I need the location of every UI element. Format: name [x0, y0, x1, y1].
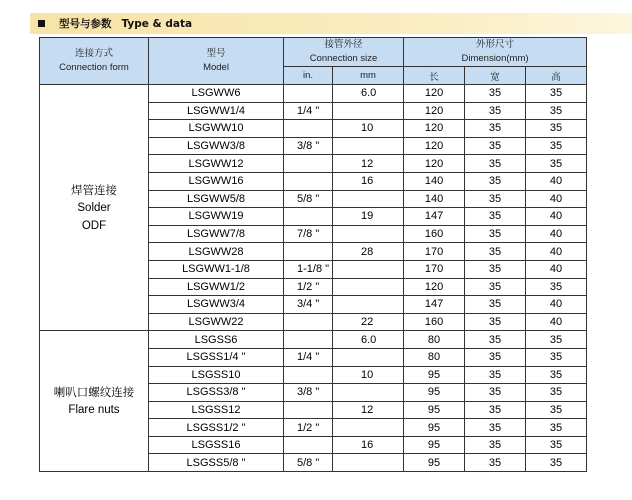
width-cell: 35 [465, 120, 526, 138]
length-cell: 95 [404, 419, 465, 437]
height-cell: 40 [526, 208, 587, 226]
size-in-cell [284, 155, 333, 173]
height-cell: 35 [526, 348, 587, 366]
width-cell: 35 [465, 278, 526, 296]
height-cell: 35 [526, 331, 587, 349]
width-cell: 35 [465, 454, 526, 472]
connection-form-cell: 焊管连接 Solder ODF [40, 85, 149, 331]
height-cell: 40 [526, 172, 587, 190]
model-cell: LSGWW28 [149, 243, 284, 261]
model-cell: LSGWW3/8 [149, 137, 284, 155]
size-in-cell [284, 120, 333, 138]
length-cell: 147 [404, 296, 465, 314]
length-cell: 120 [404, 137, 465, 155]
length-cell: 120 [404, 278, 465, 296]
size-mm-cell: 28 [333, 243, 404, 261]
size-mm-cell: 10 [333, 120, 404, 138]
width-cell: 35 [465, 137, 526, 155]
model-cell: LSGWW12 [149, 155, 284, 173]
height-cell: 40 [526, 296, 587, 314]
length-cell: 95 [404, 454, 465, 472]
length-cell: 160 [404, 225, 465, 243]
banner-title-en: Type & data [121, 17, 193, 30]
size-in-cell [284, 313, 333, 331]
size-mm-cell [333, 454, 404, 472]
length-cell: 95 [404, 384, 465, 402]
size-mm-cell: 16 [333, 436, 404, 454]
section-banner [30, 13, 632, 34]
width-cell: 35 [465, 296, 526, 314]
size-mm-cell [333, 137, 404, 155]
model-cell: LSGWW19 [149, 208, 284, 226]
size-in-cell [284, 85, 333, 103]
header-dimension: 外形尺寸 Dimension(mm) [404, 38, 587, 67]
size-mm-cell [333, 419, 404, 437]
width-cell: 35 [465, 155, 526, 173]
model-cell: LSGWW7/8 [149, 225, 284, 243]
size-in-cell [284, 401, 333, 419]
height-cell: 35 [526, 436, 587, 454]
width-cell: 35 [465, 102, 526, 120]
size-mm-cell [333, 384, 404, 402]
model-cell: LSGSS12 [149, 401, 284, 419]
size-mm-cell [333, 296, 404, 314]
size-in-cell [284, 208, 333, 226]
size-in-cell: 3/8 " [284, 384, 333, 402]
model-cell: LSGSS10 [149, 366, 284, 384]
size-in-cell: 3/8 " [284, 137, 333, 155]
model-cell: LSGWW5/8 [149, 190, 284, 208]
height-cell: 35 [526, 366, 587, 384]
header-length: 长 [404, 67, 465, 85]
height-cell: 35 [526, 454, 587, 472]
size-in-cell: 5/8 " [284, 454, 333, 472]
size-in-cell [284, 243, 333, 261]
height-cell: 35 [526, 120, 587, 138]
model-cell: LSGWW3/4 [149, 296, 284, 314]
width-cell: 35 [465, 225, 526, 243]
size-in-cell: 1/2 " [284, 278, 333, 296]
height-cell: 40 [526, 243, 587, 261]
width-cell: 35 [465, 260, 526, 278]
length-cell: 140 [404, 190, 465, 208]
size-mm-cell: 10 [333, 366, 404, 384]
size-in-cell: 7/8 " [284, 225, 333, 243]
height-cell: 40 [526, 190, 587, 208]
model-cell: LSGWW1/4 [149, 102, 284, 120]
size-mm-cell: 6.0 [333, 331, 404, 349]
header-size-mm: mm [333, 67, 404, 85]
model-cell: LSGSS1/4 " [149, 348, 284, 366]
size-in-cell: 1/2 " [284, 419, 333, 437]
header-model: 型号 Model [149, 38, 284, 85]
width-cell: 35 [465, 313, 526, 331]
model-cell: LSGWW22 [149, 313, 284, 331]
length-cell: 120 [404, 85, 465, 103]
model-cell: LSGWW1-1/8 [149, 260, 284, 278]
size-mm-cell: 16 [333, 172, 404, 190]
model-cell: LSGWW16 [149, 172, 284, 190]
width-cell: 35 [465, 419, 526, 437]
header-height: 高 [526, 67, 587, 85]
length-cell: 95 [404, 401, 465, 419]
banner-title-zh: 型号与参数 [59, 18, 112, 30]
model-cell: LSGSS5/8 " [149, 454, 284, 472]
height-cell: 40 [526, 260, 587, 278]
size-in-cell [284, 436, 333, 454]
model-cell: LSGSS3/8 " [149, 384, 284, 402]
table-row [40, 331, 587, 349]
model-cell: LSGSS1/2 " [149, 419, 284, 437]
length-cell: 120 [404, 155, 465, 173]
size-in-cell [284, 331, 333, 349]
header-connection-form: 连接方式 Connection form [40, 38, 149, 85]
size-in-cell [284, 172, 333, 190]
size-mm-cell [333, 225, 404, 243]
width-cell: 35 [465, 243, 526, 261]
size-in-cell: 1/4 " [284, 348, 333, 366]
size-mm-cell [333, 260, 404, 278]
height-cell: 35 [526, 85, 587, 103]
length-cell: 170 [404, 260, 465, 278]
width-cell: 35 [465, 366, 526, 384]
width-cell: 35 [465, 331, 526, 349]
height-cell: 35 [526, 102, 587, 120]
width-cell: 35 [465, 401, 526, 419]
length-cell: 80 [404, 348, 465, 366]
size-in-cell: 1/4 " [284, 102, 333, 120]
size-mm-cell [333, 278, 404, 296]
width-cell: 35 [465, 172, 526, 190]
header-width: 宽 [465, 67, 526, 85]
length-cell: 170 [404, 243, 465, 261]
type-data-table [39, 37, 587, 472]
size-in-cell: 1-1/8 " [284, 260, 333, 278]
height-cell: 35 [526, 384, 587, 402]
model-cell: LSGSS16 [149, 436, 284, 454]
width-cell: 35 [465, 190, 526, 208]
height-cell: 40 [526, 225, 587, 243]
model-cell: LSGSS6 [149, 331, 284, 349]
model-cell: LSGWW1/2 [149, 278, 284, 296]
width-cell: 35 [465, 348, 526, 366]
size-mm-cell: 19 [333, 208, 404, 226]
length-cell: 140 [404, 172, 465, 190]
height-cell: 35 [526, 137, 587, 155]
length-cell: 147 [404, 208, 465, 226]
size-mm-cell [333, 102, 404, 120]
width-cell: 35 [465, 85, 526, 103]
model-cell: LSGWW6 [149, 85, 284, 103]
model-cell: LSGWW10 [149, 120, 284, 138]
height-cell: 35 [526, 401, 587, 419]
width-cell: 35 [465, 384, 526, 402]
connection-form-cell: 喇叭口螺纹连接 Flare nuts [40, 331, 149, 472]
length-cell: 120 [404, 120, 465, 138]
height-cell: 35 [526, 155, 587, 173]
width-cell: 35 [465, 436, 526, 454]
height-cell: 35 [526, 278, 587, 296]
size-in-cell: 3/4 " [284, 296, 333, 314]
length-cell: 95 [404, 366, 465, 384]
size-in-cell [284, 366, 333, 384]
length-cell: 160 [404, 313, 465, 331]
size-mm-cell [333, 190, 404, 208]
height-cell: 40 [526, 313, 587, 331]
height-cell: 35 [526, 419, 587, 437]
length-cell: 80 [404, 331, 465, 349]
size-in-cell: 5/8 " [284, 190, 333, 208]
header-connection-size: 接管外径 Connection size [284, 38, 404, 67]
header-size-in: in. [284, 67, 333, 85]
size-mm-cell: 12 [333, 401, 404, 419]
size-mm-cell: 22 [333, 313, 404, 331]
table-row [40, 85, 587, 103]
size-mm-cell: 6.0 [333, 85, 404, 103]
length-cell: 120 [404, 102, 465, 120]
size-mm-cell [333, 348, 404, 366]
length-cell: 95 [404, 436, 465, 454]
size-mm-cell: 12 [333, 155, 404, 173]
square-bullet-icon [38, 20, 45, 27]
width-cell: 35 [465, 208, 526, 226]
